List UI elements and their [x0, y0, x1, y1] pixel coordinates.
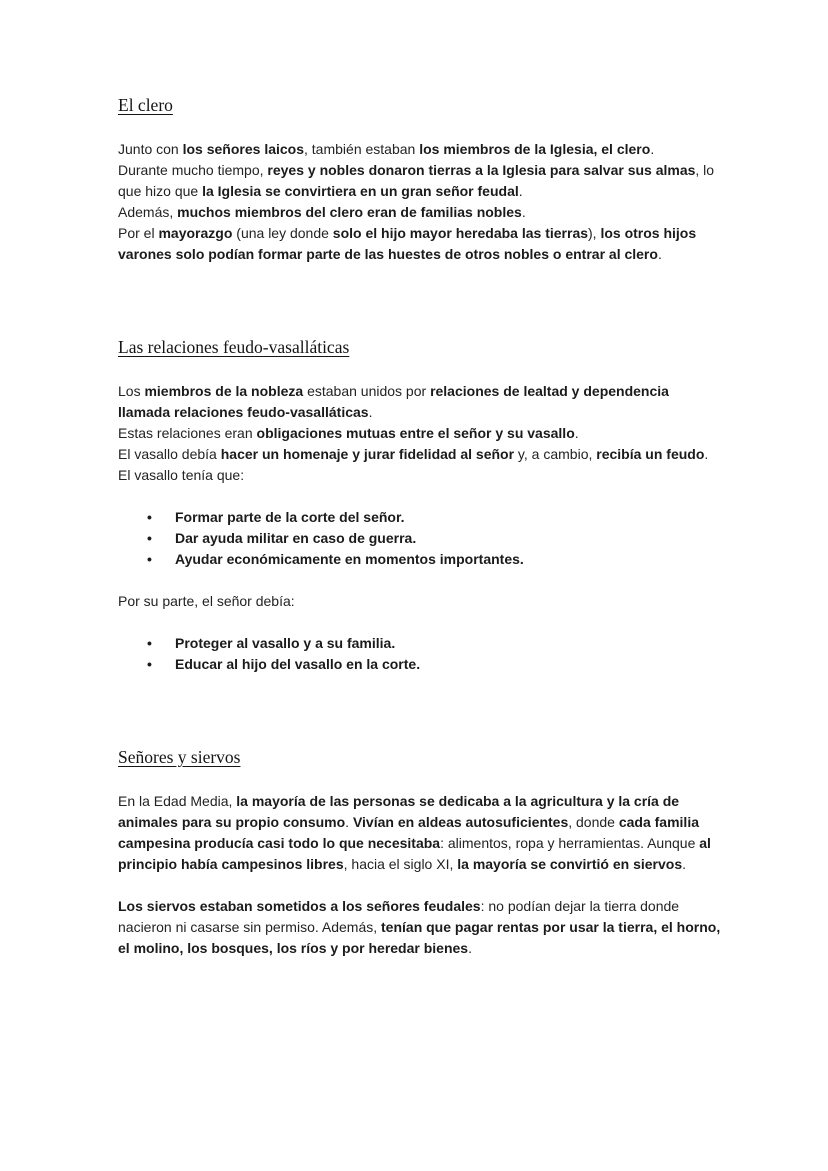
- bold-text-run: miembros de la nobleza: [144, 383, 304, 399]
- bold-text-run: los señores laicos: [182, 141, 305, 157]
- list-item: [118, 549, 722, 570]
- paragraph: [118, 791, 722, 875]
- list-item: [118, 633, 722, 654]
- section-senores-y-siervos: [118, 747, 722, 959]
- text-run: , lo que hizo que: [118, 162, 715, 199]
- paragraph: [118, 591, 722, 612]
- text-run: , también estaban: [304, 141, 420, 157]
- section-heading: Las relaciones feudo-vasalláticas: [118, 337, 350, 357]
- text-run: : alimentos, ropa y herramientas. Aunque: [440, 835, 700, 851]
- bold-text-run: al principio había campesinos libres: [118, 835, 711, 872]
- text-run: .: [650, 141, 655, 157]
- bold-text-run: muchos miembros del clero eran de familias nobles: [177, 204, 522, 220]
- text-run: .: [468, 940, 472, 956]
- text-run: .: [518, 183, 523, 199]
- text-run: , donde: [568, 814, 619, 830]
- paragraph: [118, 381, 722, 486]
- bold-text-run: Educar al hijo del vasallo en la corte.: [175, 656, 421, 672]
- bullet-list: [118, 507, 722, 570]
- text-run: Los: [118, 383, 145, 399]
- section-relaciones-feudo-vasallaticas: [118, 337, 722, 675]
- list-item: [118, 507, 722, 528]
- text-run: .: [657, 246, 662, 262]
- bullet-list: [118, 633, 722, 675]
- bold-text-run: reyes y nobles donaron tierras a la Iglesia para salvar sus almas: [267, 162, 696, 178]
- text-run: Por su parte, el señor debía:: [118, 593, 295, 609]
- text-run: El vasallo debía: [118, 446, 221, 462]
- bold-text-run: Dar ayuda militar en caso de guerra.: [175, 530, 417, 546]
- section-el-clero: [118, 95, 722, 265]
- list-item: [118, 528, 722, 549]
- text-run: .: [682, 856, 687, 872]
- paragraph: [118, 139, 722, 265]
- bold-text-run: Formar parte de la corte del señor.: [175, 509, 405, 525]
- section-heading: Señores y siervos: [118, 747, 241, 767]
- text-run: ),: [588, 225, 601, 241]
- text-run: .: [345, 814, 353, 830]
- bold-text-run: solo el hijo mayor heredaba las tierras: [332, 225, 589, 241]
- bold-text-run: Ayudar económicamente en momentos importantes.: [175, 551, 524, 567]
- section-blocks: [118, 139, 722, 265]
- list-item: [118, 654, 722, 675]
- bold-text-run: la Iglesia se convirtiera en un gran señor feudal: [202, 183, 519, 199]
- bold-text-run: Vivían en aldeas autosuficientes: [352, 814, 569, 830]
- text-run: .: [521, 204, 526, 220]
- text-run: (una ley donde: [232, 225, 333, 241]
- text-run: y, a cambio,: [514, 446, 597, 462]
- bold-text-run: relaciones de lealtad y dependencia llamada relaciones feudo-vasalláticas: [118, 383, 669, 420]
- bold-text-run: Los siervos estaban sometidos a los señores feudales: [118, 898, 481, 914]
- bold-text-run: mayorazgo: [158, 225, 233, 241]
- bold-text-run: la mayoría se convirtió en siervos: [457, 856, 683, 872]
- text-run: , hacia el siglo XI,: [343, 856, 458, 872]
- bold-text-run: recibía un feudo: [596, 446, 705, 462]
- bold-text-run: hacer un homenaje y jurar fidelidad al señor: [220, 446, 515, 462]
- text-run: : no podían dejar la tierra donde nacieron ni casarse sin permiso. Además,: [118, 898, 680, 935]
- text-run: Estas relaciones eran: [118, 425, 257, 441]
- text-run: El vasallo tenía que:: [118, 467, 245, 483]
- text-run: .: [704, 446, 709, 462]
- bold-text-run: los otros hijos varones solo podían formar parte de las huestes de otros nobles o entrar al clero: [118, 225, 697, 262]
- bold-text-run: Proteger al vasallo y a su familia.: [175, 635, 396, 651]
- section-blocks: [118, 381, 722, 675]
- text-run: Por el: [118, 225, 159, 241]
- text-run: Además,: [118, 204, 178, 220]
- text-run: Durante mucho tiempo,: [118, 162, 268, 178]
- bold-text-run: cada familia campesina producía casi todo lo que necesitaba: [118, 814, 699, 851]
- text-run: .: [368, 404, 373, 420]
- bold-text-run: obligaciones mutuas entre el señor y su vasallo: [256, 425, 575, 441]
- section-heading: El clero: [118, 95, 173, 115]
- section-blocks: [118, 791, 722, 959]
- bold-text-run: los miembros de la Iglesia, el clero: [419, 141, 651, 157]
- text-run: estaban unidos por: [303, 383, 431, 399]
- text-run: En la Edad Media,: [118, 793, 237, 809]
- bold-text-run: tenían que pagar rentas por usar la tierra, el horno, el molino, los bosques, los ríos y por heredar bienes: [118, 919, 721, 956]
- text-run: Junto con: [118, 141, 183, 157]
- bold-text-run: la mayoría de las personas se dedicaba a la agricultura y la cría de animales para su propio consumo: [118, 793, 680, 830]
- text-run: .: [574, 425, 579, 441]
- paragraph: [118, 896, 722, 959]
